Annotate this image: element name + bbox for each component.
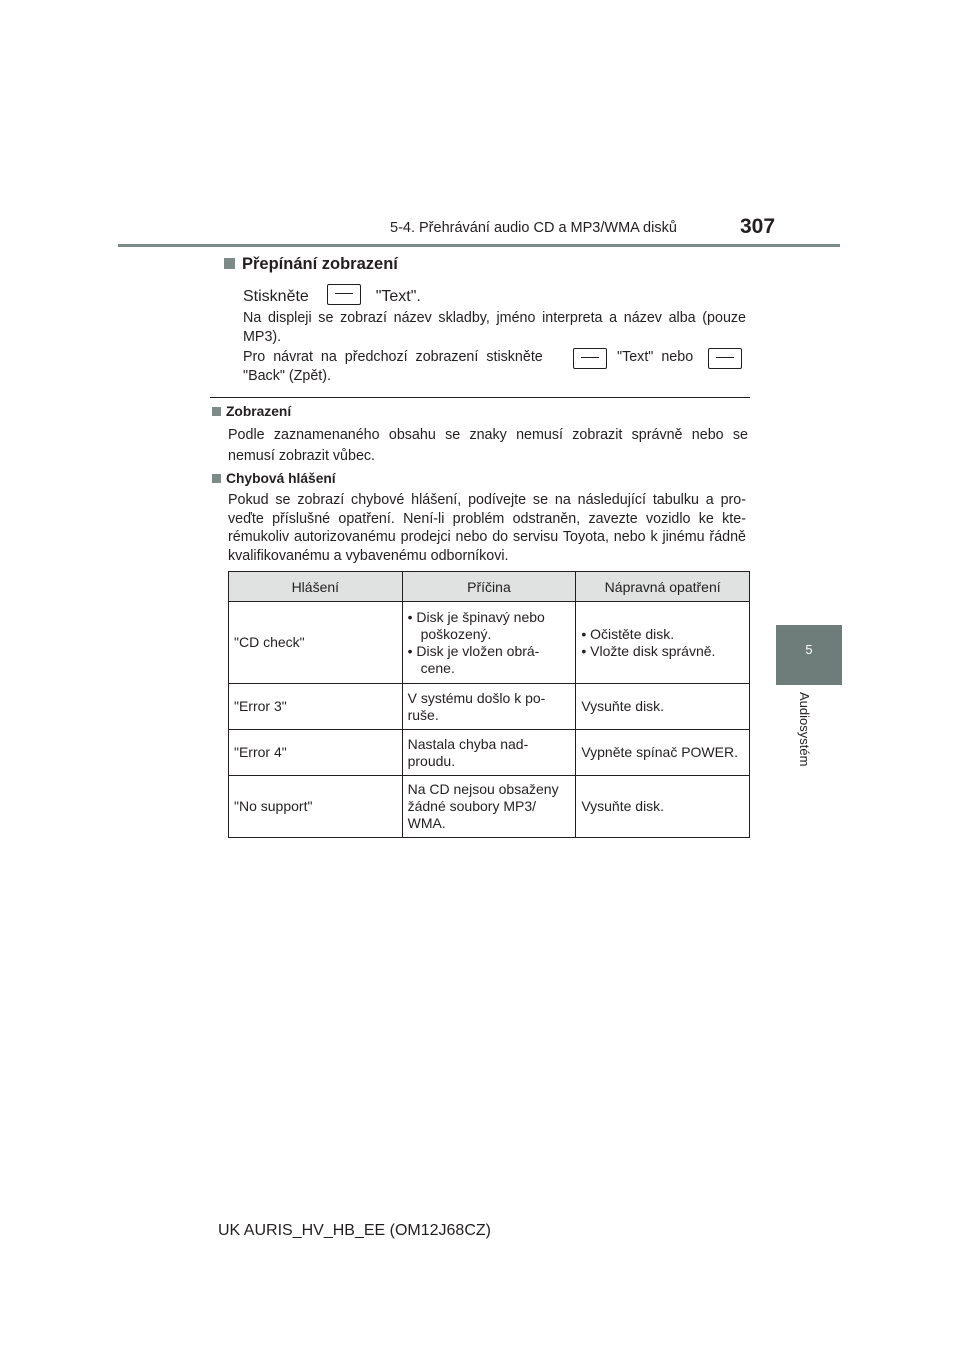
table-cell: "CD check" xyxy=(229,602,403,684)
subsection-title: Zobrazení xyxy=(212,404,291,419)
subsection-marker-icon xyxy=(212,474,221,483)
page-number: 307 xyxy=(740,215,776,238)
column-header: Nápravná opatření xyxy=(576,572,750,602)
column-header: Příčina xyxy=(402,572,576,602)
table-cell: Vypněte spínač POWER. xyxy=(576,730,750,776)
table-row xyxy=(229,776,750,838)
column-header: Hlášení xyxy=(229,572,403,602)
header-rule xyxy=(118,244,840,247)
display-note: Na displeji se zobrazí název skladby, jméno interpreta a název alba (pouze MP3). xyxy=(243,310,746,345)
back-note: Pro návrat na předchozí zobrazení stiskněte "Text" nebo "Back" (Zpět). xyxy=(243,348,746,385)
table-cell xyxy=(402,602,576,684)
table-header-row xyxy=(229,572,750,602)
chapter-tab: 5 xyxy=(776,625,842,685)
table-row xyxy=(229,684,750,730)
table-cell: "No support" xyxy=(229,776,403,838)
table-cell: Nastala chyba nad-proudu. xyxy=(402,730,576,776)
text-button-icon xyxy=(573,348,607,369)
table-cell: "Error 4" xyxy=(229,730,403,776)
subsection-title: Chybová hlášení xyxy=(212,471,336,486)
table-row xyxy=(229,730,750,776)
table-cell: Vysuňte disk. xyxy=(576,776,750,838)
list-item: • Disk je vložen obrá-cene. xyxy=(407,642,540,676)
chapter-label: Audiosystém xyxy=(797,692,812,767)
back-button-icon xyxy=(708,348,742,369)
subsection-marker-icon xyxy=(212,407,221,416)
error-table xyxy=(228,571,750,838)
table-cell: "Error 3" xyxy=(229,684,403,730)
table-cell: Vysuňte disk. xyxy=(576,684,750,730)
list-item: • Disk je špinavý nebo poškozený. xyxy=(407,608,545,642)
subsection-text: Pokud se zobrazí chybové hlášení, podívejte se na následující tabulku a pro-veďte příslušné opatření. Není-li problém odstraněn, zavezte vozidlo ke kte-rémukoliv autorizovanému prodejci nebo do servisu Toyota, nebo k jinému řádně kvalifikovanému a vybavenému odborníkovi. xyxy=(228,492,746,564)
section-divider xyxy=(210,397,750,398)
footer-model-code: UK AURIS_HV_HB_EE (OM12J68CZ) xyxy=(218,1222,491,1239)
section-marker-icon xyxy=(224,258,235,269)
list-item: • Vložte disk správně. xyxy=(581,642,716,659)
table-row xyxy=(229,602,750,684)
table-cell: V systému došlo k po-ruše. xyxy=(402,684,576,730)
subsection-text: Podle zaznamenaného obsahu se znaky nemusí zobrazit správně nebo se nemusí zobrazit vůbec. xyxy=(228,427,748,464)
table-cell: Na CD nejsou obsaženy žádné soubory MP3/ WMA. xyxy=(402,776,576,838)
press-instruction: Stiskněte "Text". xyxy=(243,284,421,306)
table-cell xyxy=(576,602,750,684)
header-title: 5-4. Přehrávání audio CD a MP3/WMA disků xyxy=(390,220,677,236)
list-item: • Očistěte disk. xyxy=(581,625,675,642)
text-button-icon xyxy=(327,284,361,305)
section-title: Přepínání zobrazení xyxy=(224,255,398,274)
